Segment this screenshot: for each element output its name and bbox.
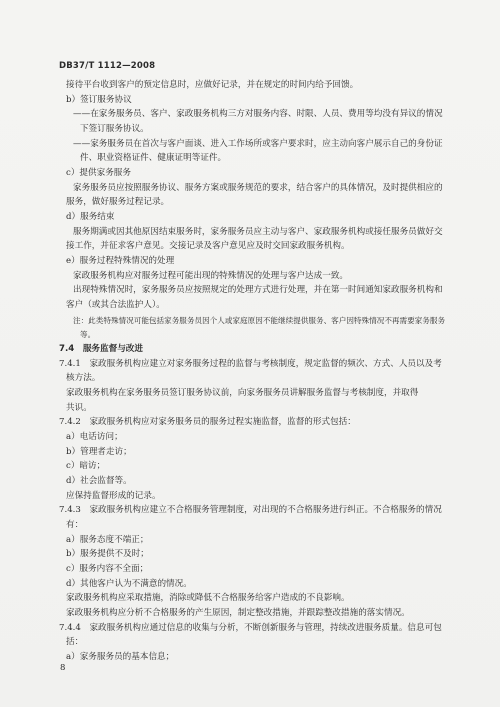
text-line: ——家务服务员在首次与客户面谈、进入工作场所或客户要求时，应主动向客户展示自己的身份证 xyxy=(73,138,443,149)
text-line: 接待平台收到客户的预定信息时，应做好记录，并在规定的时间内给予回馈。 xyxy=(66,80,359,90)
text-line: 出现特殊情况时，家务服务员应按照规定的处理方式进行处理，并在第一时间通知家政服务机构和 xyxy=(73,285,443,296)
text-line: 客户（或其合法监护人）。 xyxy=(66,300,165,310)
text-line: 下签订服务协议。 xyxy=(80,124,149,134)
section-heading: 7.4 服务监督与改进 xyxy=(59,344,143,354)
note-line: 注：此类特殊情况可能包括家务服务员因个人或家庭原因不能继续提供服务、客户因特殊情况不再需要家务服务 xyxy=(73,315,446,325)
list-item: d）社会监督等。 xyxy=(66,476,132,486)
list-item: b）签订服务协议 xyxy=(66,94,132,105)
clause-line: 7.4.3 家政服务机构应建立不合格服务管理制度，对出现的不合格服务进行纠正。不合格服务的情况 xyxy=(59,505,442,516)
list-item: e）服务过程特殊情况的处理 xyxy=(66,256,175,266)
list-item: b）服务提供不及时； xyxy=(66,549,149,560)
text-line: 件、职业资格证件、健康证明等证件。 xyxy=(80,153,227,164)
list-item: d）服务结束 xyxy=(66,212,115,222)
text-line: 家政服务机构应采取措施，消除或降低不合格服务给客户造成的不良影响。 xyxy=(66,593,350,604)
text-line: 服务，做好服务过程记录。 xyxy=(66,197,170,208)
note-line: 等。 xyxy=(80,330,96,340)
standard-header: DB37/T 1112—2008 xyxy=(59,61,156,71)
text-line: 家政服务机构在家务服务员签订服务协议前，向家务服务员讲解服务监督与考核制度，并取得 xyxy=(66,388,419,398)
clause-line: 7.4.1 家政服务机构应建立对家务服务过程的监督与考核制度，规定监督的频次、方式、人员以及考 xyxy=(59,358,442,369)
text-line: 家务服务员应按照服务协议、服务方案或服务规范的要求，结合客户的具体情况，及时提供相应的 xyxy=(73,182,443,193)
list-item: d）其他客户认为不满意的情况。 xyxy=(66,578,192,589)
text-line: 共识。 xyxy=(66,402,92,413)
list-item: c）服务内容不全面； xyxy=(66,564,149,574)
text-line: 核方法。 xyxy=(66,373,101,384)
text-line: 括： xyxy=(66,637,84,648)
text-line: 家政服务机构应对服务过程可能出现的特殊情况的处理与客户达成一致。 xyxy=(73,270,349,281)
text-line: 接工作，并征求客户意见。交接记录及客户意见应及时交回家政服务机构。 xyxy=(66,241,350,252)
text-line: 应保持监督形成的记录。 xyxy=(66,490,161,501)
list-item: c）暗访； xyxy=(66,461,106,472)
page-number: 8 xyxy=(60,663,66,673)
text-line: 服务期满或因其他原因结束服务时，家务服务员应主动与客户、家政服务机构或接任服务员做好交 xyxy=(73,226,443,237)
list-item: a）电话访问； xyxy=(66,432,123,442)
list-item: b）管理者走访； xyxy=(66,446,132,457)
clause-line: 7.4.4 家政服务机构应通过信息的收集与分析，不断创新服务与管理，持续改进服务质量。信息可包 xyxy=(59,622,442,633)
text-line: 家政服务机构应分析不合格服务的产生原因，制定整改措施，并跟踪整改措施的落实情况。 xyxy=(66,608,410,618)
clause-line: 7.4.2 家政服务机构应对家务服务员的服务过程实施监督，监督的形式包括： xyxy=(59,417,356,428)
text-line: 有： xyxy=(66,520,84,530)
list-item: c）提供家务服务 xyxy=(66,168,131,178)
text-line: ——在家务服务员、客户、家政服务机构三方对服务内容、时限、人员、费用等均没有异议的情况 xyxy=(73,109,443,120)
list-item: a）服务态度不端正； xyxy=(66,534,149,545)
list-item: a）家务服务员的基本信息； xyxy=(66,652,175,662)
